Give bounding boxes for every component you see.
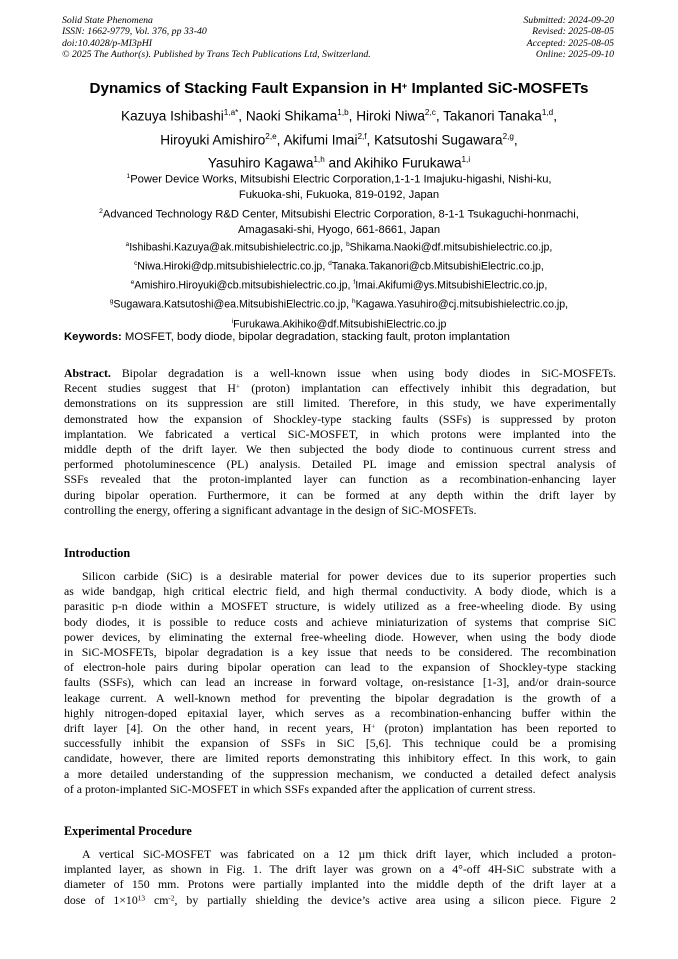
- header-line: Revised: 2025-08-05: [532, 26, 614, 38]
- email-address: Kagawa.Yasuhiro@cj.mitsubishielectric.co.jp,: [355, 298, 569, 311]
- author-separator: ,: [553, 108, 557, 124]
- abstract-label: Abstract.: [64, 366, 111, 380]
- text-line: [64, 599, 616, 614]
- experimental-heading: Experimental Procedure: [64, 824, 192, 838]
- text-line-content: Silicon carbide (SiC) is a desirable material for power devices due to its superior properties such: [82, 569, 616, 583]
- text-line: [64, 675, 616, 690]
- author-separator: and: [324, 155, 355, 171]
- text-line-content: a more detailed understanding of the suppression mechanism, we conducted a detailed defect analysis: [64, 766, 616, 781]
- author-sup: 2,e: [265, 131, 277, 141]
- header-line: Solid State Phenomena: [62, 15, 153, 26]
- header-line: Online: 2025-09-10: [535, 48, 614, 60]
- email-sup: a: [125, 241, 130, 248]
- header-line: Submitted: 2024-09-20: [523, 15, 614, 26]
- author-name: Yasuhiro Kagawa: [207, 155, 314, 171]
- text-line: [64, 767, 616, 782]
- journal-header-left: [62, 15, 371, 60]
- affiliation-sup: 1: [126, 173, 131, 180]
- text-line: [64, 736, 616, 751]
- author-name: Katsutoshi Sugawara: [374, 132, 503, 148]
- title-text: Dynamics of Stacking Fault Expansion in H: [89, 80, 402, 97]
- text-line-content: demonstrated how the expansion of Shockley-type stacking faults (SSFs) is suppressed by proton: [64, 411, 616, 426]
- text-line: [64, 412, 616, 427]
- keywords-label: Keywords:: [64, 331, 122, 343]
- text-line-content: implanted layer, as shown in Fig. 1. The drift layer was grown on a 4°-off 4H-SiC substrate with a: [64, 862, 616, 877]
- email-address: Sugawara.Katsutoshi@ea.MitsubishiElectric.co.jp,: [113, 298, 353, 311]
- affiliation-line: Fukuoka-shi, Fukuoka, 819-0192, Japan: [238, 189, 440, 202]
- text-line-content: dose of $1\times 10^{13}$ $cm^{-2}$, by partially shielding the device’s active area using a silicon piece. Figure 2: [64, 892, 617, 907]
- text-line: [64, 691, 616, 706]
- text-line: [64, 569, 616, 584]
- text-line-content: middle depth of the drift layer. We then subjected the body diode to continuous current stress and: [64, 442, 616, 457]
- email-address: Shikama.Naoki@df.mitsubishielectric.co.jp,: [349, 241, 553, 254]
- text-line-content: leakage current. A well-known method for preventing the bipolar degradation is the growth of a: [64, 690, 616, 705]
- email-sup: d: [328, 260, 332, 268]
- author-name: Hiroyuki Amishiro: [160, 132, 266, 148]
- author-name: Kazuya Ishibashi: [121, 108, 224, 124]
- author-sup: 1,d: [541, 108, 554, 117]
- email-sup: i: [231, 317, 234, 325]
- author-sup: 1,i: [461, 155, 471, 165]
- header-line: Accepted: 2025-08-05: [526, 37, 614, 49]
- text-line: [64, 442, 616, 457]
- text-line-content: parasitic p-n diode within a MOSFET structure, is widely utilized as a free-wheeling diode. By using: [64, 599, 616, 614]
- email-address: Furukawa.Akihiko@df.MitsubishiElectric.co.jp: [233, 318, 447, 331]
- text-line-content: highly nitrogen-doped epitaxial layer, which serves as a recombination-enhancing buffer within the: [64, 705, 616, 720]
- text-line: [64, 645, 616, 660]
- text-line: [64, 877, 616, 892]
- introduction-heading: Introduction: [64, 546, 131, 560]
- text-line: [64, 847, 616, 862]
- text-line: [64, 381, 616, 396]
- keywords: [64, 331, 616, 343]
- text-line-content: during bipolar operation. Furthermore, it can be formed at any depth within the drift layer by: [64, 487, 616, 502]
- email-list: [60, 237, 618, 333]
- email-address: Amishiro.Hiroyuki@cb.mitsubishielectric.co.jp,: [134, 279, 354, 292]
- affiliation-line: Amagasaki-shi, Hyogo, 661-8661, Japan: [237, 224, 441, 237]
- affiliation-line: Power Device Works, Mitsubishi Electric Corporation,1-1-1 Imajuku-higashi, Nishi-ku,: [130, 173, 552, 186]
- header-line: doi:10.4028/p-MI3pHI: [62, 37, 153, 49]
- text-line: [64, 457, 616, 472]
- email-address: Tanaka.Takanori@cb.MitsubishiElectric.co.jp,: [331, 260, 544, 273]
- author-sup: 2,c: [424, 108, 436, 117]
- text-line: [64, 721, 616, 736]
- text-line: [64, 366, 616, 381]
- author-separator: ,: [435, 108, 444, 124]
- experimental-body: [64, 847, 616, 908]
- author-separator: ,: [366, 132, 375, 148]
- text-line: [64, 396, 616, 411]
- author-sup: 1,b: [337, 108, 349, 117]
- text-line-content: as wide bandgap, high critical electric field, and high thermal conductivity. A body diode, which is a: [64, 584, 616, 599]
- email-sup: b: [346, 241, 350, 248]
- text-line-content: demonstrations on its suppression are still limited. Therefore, in this study, we have experimentally: [64, 396, 616, 411]
- email-sup: c: [134, 260, 138, 268]
- text-line-content: Recent studies suggest that H+ (proton) implantation can effectively inhibit this degradation, but: [64, 381, 617, 396]
- introduction-body: [64, 569, 616, 797]
- text-line-content: controlling the energy, offering a significant advantage in the design of SiC-MOSFETs.: [64, 502, 477, 517]
- affiliation-sup: 2: [99, 208, 103, 215]
- author-name: Takanori Tanaka: [443, 108, 542, 124]
- email-sup: f: [353, 279, 356, 287]
- text-line-content: drift layer [4]. On the other hand, in recent years, H+ (proton) implantation has been reported to: [64, 721, 616, 736]
- email-sup: g: [109, 298, 114, 306]
- text-line: [64, 427, 616, 442]
- affiliation-2: [60, 204, 618, 239]
- email-address: Imai.Akifumi@ys.MitsubishiElectric.co.jp,: [355, 279, 548, 292]
- text-line: [64, 751, 616, 766]
- text-line: [64, 503, 616, 518]
- text-line-content: SSFs revealed that the proton-implanted layer can function as a recombination-enhancing layer: [64, 472, 616, 487]
- header-line: © 2025 The Author(s). Published by Trans Tech Publications Ltd, Switzerland.: [62, 48, 371, 60]
- author-sup: 1,a*: [223, 108, 239, 117]
- author-sup: 2,g: [502, 131, 514, 141]
- text-line-content: candidate, however, there are limited reports demonstrating this inhibitory effect. In this work, to gain: [64, 751, 616, 766]
- author-name: Hiroki Niwa: [356, 108, 425, 124]
- text-line-content: A vertical SiC-MOSFET was fabricated on a 12 µm thick drift layer, which included a proton-: [82, 847, 616, 861]
- author-separator: ,: [276, 132, 284, 148]
- author-separator: ,: [513, 132, 518, 148]
- text-line-content: faults (SSFs), which can lead an increase in forward voltage, on-resistance [1-3], and/or drain-source: [64, 675, 616, 690]
- author-name: Naoki Shikama: [245, 108, 338, 124]
- abstract: [64, 366, 616, 518]
- text-line: [64, 630, 616, 645]
- affiliation-1: [60, 169, 618, 204]
- keywords-text: MOSFET, body diode, bipolar degradation, stacking fault, proton implantation: [121, 331, 510, 343]
- text-line: [64, 706, 616, 721]
- text-line-content: of a proton-implanted SiC-MOSFET in which SSFs expanded after the application of current stress.: [64, 781, 536, 796]
- email-address: Niwa.Hiroki@dp.mitsubishielectric.co.jp,: [137, 260, 329, 273]
- author-separator: ,: [238, 108, 246, 124]
- text-line-content: successfully inhibit the expansion of SSFs in SiC [5,6]. This technique could be a promising: [64, 736, 616, 751]
- text-line: [64, 584, 616, 599]
- text-line-content: diameter of 150 mm. Protons were partially implanted into the middle depth of the drift layer at a: [64, 877, 616, 892]
- text-line-content: body diodes, it is possible to reduce costs and achieve miniaturization of systems that comprise SiC: [64, 614, 616, 629]
- title-sup: +: [401, 79, 408, 91]
- text-line: [64, 472, 616, 487]
- text-line-content: performed photoluminescence (PL) analysis. Detailed PL image and emission spectral analysis of: [64, 457, 616, 472]
- author-sup: 2,f: [357, 131, 367, 141]
- text-line-content: of electron-hole pairs during bipolar operation can lead to the expansion of Shockley-type stacking: [64, 660, 616, 675]
- author-separator: ,: [348, 108, 357, 124]
- author-name: Akihiko Furukawa: [354, 155, 462, 171]
- author-name: Akifumi Imai: [283, 132, 358, 148]
- email-address: Ishibashi.Kazuya@ak.mitsubishielectric.co.jp,: [129, 241, 347, 254]
- email-sup: h: [352, 298, 356, 306]
- author-sup: 1,h: [313, 155, 325, 165]
- text-line-content: Bipolar degradation is a well-known issue when using body diodes in SiC-MOSFETs.: [110, 366, 616, 380]
- text-line: [64, 862, 616, 877]
- journal-header-right: [523, 15, 614, 60]
- title-text-end: Implanted SiC-MOSFETs: [407, 80, 589, 97]
- affiliation-line: Advanced Technology R&D Center, Mitsubishi Electric Corporation, 8-1-1 Tsukaguchi-honmachi,: [102, 208, 579, 221]
- author-list: [60, 103, 618, 174]
- text-line: [64, 782, 616, 797]
- text-line: [64, 893, 616, 908]
- text-line-content: in SiC-MOSFETs, bipolar degradation is a key issue that needs to be considered. The recombination: [64, 645, 616, 660]
- paper-title: [0, 80, 678, 97]
- text-line: [64, 488, 616, 503]
- header-line: ISSN: 1662-9779, Vol. 376, pp 33-40: [62, 26, 207, 38]
- text-line: [64, 660, 616, 675]
- email-sup: e: [130, 279, 135, 287]
- text-line: [64, 615, 616, 630]
- text-line-content: implantation. We fabricated a vertical SiC-MOSFET, in which protons were implanted into the: [64, 426, 616, 441]
- text-line-content: power devices, by eliminating the external free-wheeling diode. However, when using the body diode: [64, 629, 616, 644]
